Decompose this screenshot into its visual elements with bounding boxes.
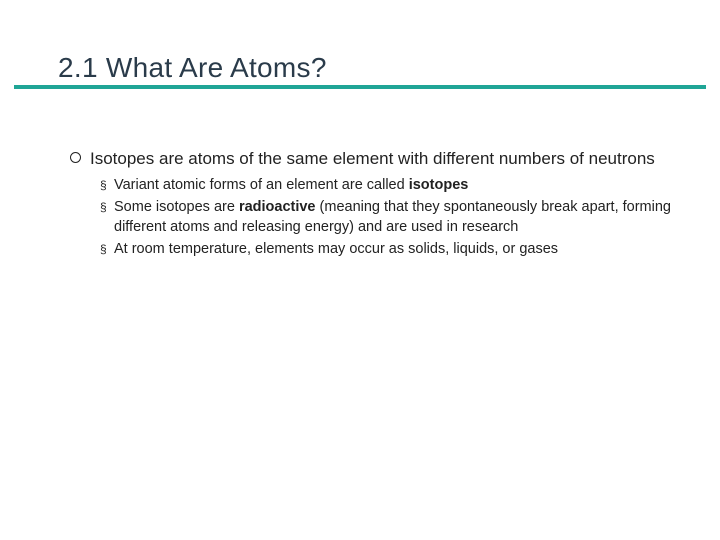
term-isotopes: isotopes bbox=[408, 177, 469, 193]
sub-bullet-text bbox=[114, 175, 680, 195]
main-point-text: Isotopes are atoms of the same element with different numbers of neutrons bbox=[90, 149, 655, 168]
title-divider bbox=[14, 85, 706, 89]
sub-bullet-plain-text: (meaning that they spontaneously break apart, forming different atoms and releasing energy) and are used in research bbox=[114, 199, 671, 235]
sub-bullet-plain-text: Some isotopes are bbox=[114, 199, 239, 215]
hollow-circle-bullet-icon bbox=[70, 152, 81, 163]
sub-bullet-text: At room temperature, elements may occur as solids, liquids, or gases bbox=[114, 241, 559, 257]
section-bullet-icon: § bbox=[100, 242, 107, 256]
section-bullet-icon: § bbox=[100, 200, 107, 214]
slide-content bbox=[70, 148, 680, 261]
sub-bullet-text bbox=[114, 197, 680, 237]
slide-title: 2.1 What Are Atoms? bbox=[58, 52, 327, 83]
sub-bullet-list bbox=[100, 175, 680, 259]
term-radioactive: radioactive bbox=[238, 199, 316, 215]
sub-bullet-item bbox=[100, 197, 680, 237]
sub-bullet-item bbox=[100, 239, 680, 259]
section-bullet-icon: § bbox=[100, 178, 107, 192]
sub-bullet-item bbox=[100, 175, 680, 195]
main-bullet-point bbox=[70, 148, 680, 170]
sub-bullet-plain-text: Variant atomic forms of an element are called bbox=[114, 177, 409, 193]
